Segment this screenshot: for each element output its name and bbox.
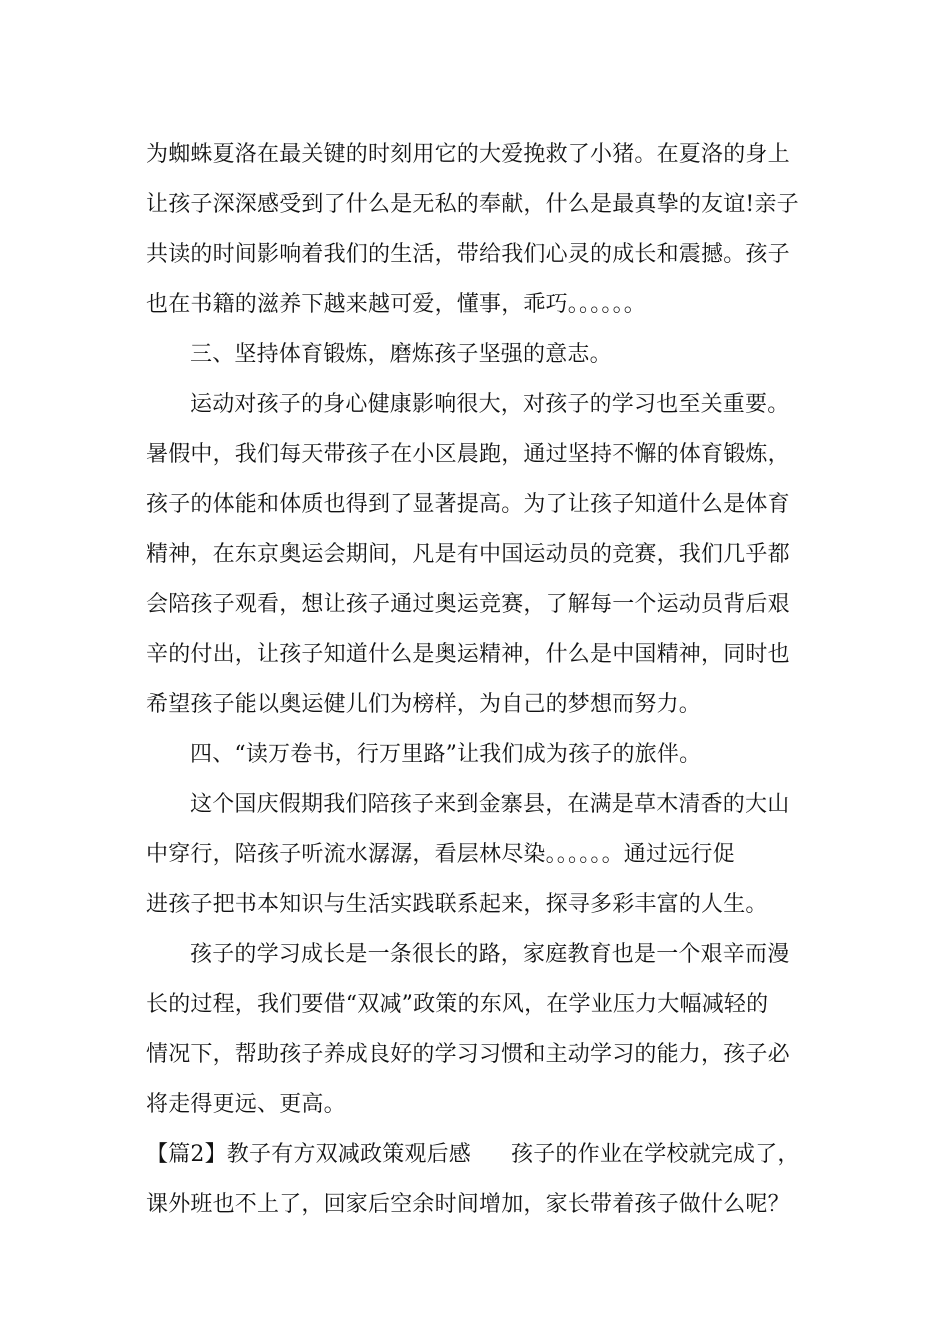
text-line: 孩子的体能和体质也得到了显著提高。为了让孩子知道什么是体育 [146, 492, 790, 517]
article-two-heading-line [146, 1130, 826, 1180]
text-line: 会陪孩子观看，想让孩子通过奥运竞赛，了解每一个运动员背后艰 [146, 592, 790, 617]
text-line: 长的过程，我们要借“双减”政策的东风，在学业压力大幅减轻的 [146, 992, 769, 1017]
text-line: 共读的时间影响着我们的生活，带给我们心灵的成长和震撼。孩子 [146, 242, 790, 267]
text-line: 为蜘蛛夏洛在最关键的时刻用它的大爱挽救了小猪。在夏洛的身上 [146, 142, 790, 167]
article-two-title: 【篇2】教子有方双减政策观后感 [146, 1142, 471, 1167]
text-line: 精神，在东京奥运会期间，凡是有中国运动员的竞赛，我们几乎都 [146, 542, 790, 567]
text-line: 中穿行，陪孩子听流水潺潺，看层林尽染。。。。。。通过远行促 [146, 842, 735, 867]
text-line: 暑假中，我们每天带孩子在小区晨跑，通过坚持不懈的体育锻炼， [146, 442, 790, 467]
text-line: 这个国庆假期我们陪孩子来到金寨县，在满是草木清香的大山 [190, 792, 790, 817]
article-two-first-text: 孩子的作业在学校就完成了， [511, 1142, 800, 1167]
section-heading-four: 四、“读万卷书，行万里路”让我们成为孩子的旅伴。 [190, 742, 702, 767]
text-line: 进孩子把书本知识与生活实践联系起来，探寻多彩丰富的人生。 [146, 892, 768, 917]
text-line: 运动对孩子的身心健康影响很大，对孩子的学习也至关重要。 [190, 392, 790, 417]
document-body [146, 130, 826, 1230]
text-line: 辛的付出，让孩子知道什么是奥运精神，什么是中国精神，同时也 [146, 642, 790, 667]
text-line: 情况下，帮助孩子养成良好的学习习惯和主动学习的能力，孩子必 [146, 1042, 790, 1067]
section-heading-three: 三、坚持体育锻炼，磨炼孩子坚强的意志。 [190, 342, 612, 367]
text-line: 课外班也不上了，回家后空余时间增加，家长带着孩子做什么呢？ [146, 1192, 790, 1217]
text-line: 让孩子深深感受到了什么是无私的奉献，什么是最真挚的友谊!亲子 [146, 192, 799, 217]
text-line: 将走得更远、更高。 [146, 1092, 346, 1117]
text-line: 也在书籍的滋养下越来越可爱，懂事，乖巧。。。。。。 [146, 292, 647, 317]
text-line: 孩子的学习成长是一条很长的路，家庭教育也是一个艰辛而漫 [190, 942, 790, 967]
text-line: 希望孩子能以奥运健儿们为榜样，为自己的梦想而努力。 [146, 692, 702, 717]
